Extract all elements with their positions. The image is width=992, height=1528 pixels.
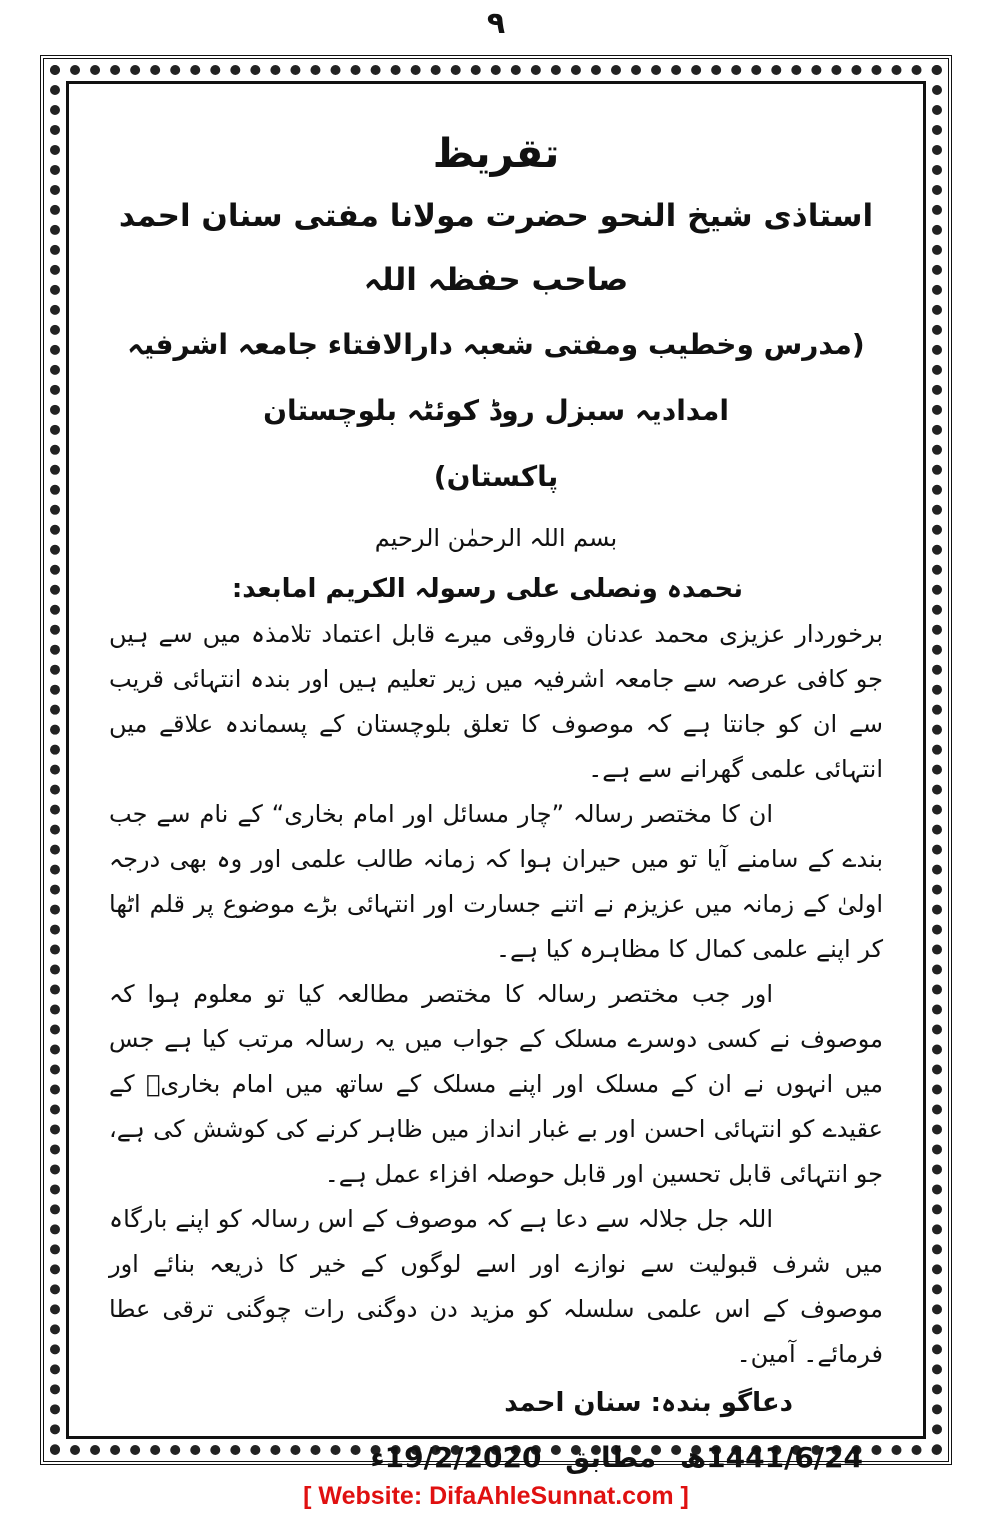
text-frame bbox=[66, 81, 926, 1474]
bismillah: بسم اللہ الرحمٰن الرحیم bbox=[374, 524, 618, 552]
paragraph-2: ان کا مختصر رسالہ ”چار مسائل اور امام بخاری“ کے نام سے جب بندے کے سامنے آیا تو میں حیران ہوا کہ زمانہ طالب علمی اور وہ بھی درجہ اولیٰ کے زمانہ میں عزیزم نے اتنے جسارت اور انتہائی بڑے موضوع پر قلم اٹھا کر اپنے علمی کمال کا مظاہرہ کیا ہے۔ bbox=[109, 800, 884, 963]
website-footer: [ Website: DifaAhleSunnat.com ] bbox=[303, 1482, 689, 1510]
page-title: تقریظ bbox=[432, 131, 560, 177]
hijri-date: 1441/6/24ھ bbox=[679, 1441, 863, 1474]
opening-line: نحمدہ ونصلی علی رسولہ الکریم امابعد: bbox=[231, 574, 743, 604]
gregorian-date: 19/2/2020ء bbox=[370, 1441, 542, 1474]
page-number: ۹ bbox=[486, 6, 506, 41]
signature: دعاگو بندہ: سنان احمد bbox=[504, 1388, 793, 1418]
position-line-1: (مدرس وخطیب ومفتی شعبہ دارالافتاء جامعہ اشرفیہ امدادیہ سبزل روڈ کوئٹہ بلوچستان bbox=[127, 328, 865, 427]
page-content bbox=[109, 124, 883, 1487]
author-line: استاذی شیخ النحو حضرت مولانا مفتی سنان احمد صاحب حفظہ اللہ bbox=[118, 198, 874, 298]
paragraph-3: اور جب مختصر رسالہ کا مختصر مطالعہ کیا تو معلوم ہوا کہ موصوف نے کسی دوسرے مسلک کے جواب میں یہ رسالہ مرتب کیا ہے جس میں انہوں نے ان کے مسلک اور اپنے مسلک کے ساتھ میں امام بخاریؒ کے عقیدے کو انتہائی احسن اور بے غبار انداز میں ظاہر کرنے کی کوشش کی ہے، جو انتہائی قابل تحسین اور قابل حوصلہ افزاء عمل ہے۔ bbox=[109, 980, 883, 1188]
decorative-border bbox=[40, 55, 952, 1474]
border-pattern bbox=[50, 65, 942, 1474]
position-line-2: پاکستان) bbox=[433, 460, 559, 493]
paragraph-1: برخوردار عزیزی محمد عدنان فاروقی میرے قابل اعتماد تلامذہ میں سے ہیں جو کافی عرصہ سے جامعہ اشرفیہ میں زیر تعلیم ہیں اور بندہ انتہائی قریب سے ان کو جانتا ہے کہ موصوف کا تعلق بلوچستان کے پسماندہ علاقے میں انتہائی علمی گھرانے سے ہے۔ bbox=[109, 620, 883, 783]
date-connector: مطابق bbox=[565, 1441, 657, 1474]
paragraph-4: اللہ جل جلالہ سے دعا ہے کہ موصوف کے اس رسالہ کو اپنے بارگاہ میں شرف قبولیت سے نوازے اور اسے لوگوں کے خیر کا ذریعہ بنائے اور موصوف کے اس علمی سلسلہ کو مزید دن دوگنی رات چوگنی ترقی عطا فرمائے۔ آمین۔ bbox=[109, 1205, 883, 1368]
